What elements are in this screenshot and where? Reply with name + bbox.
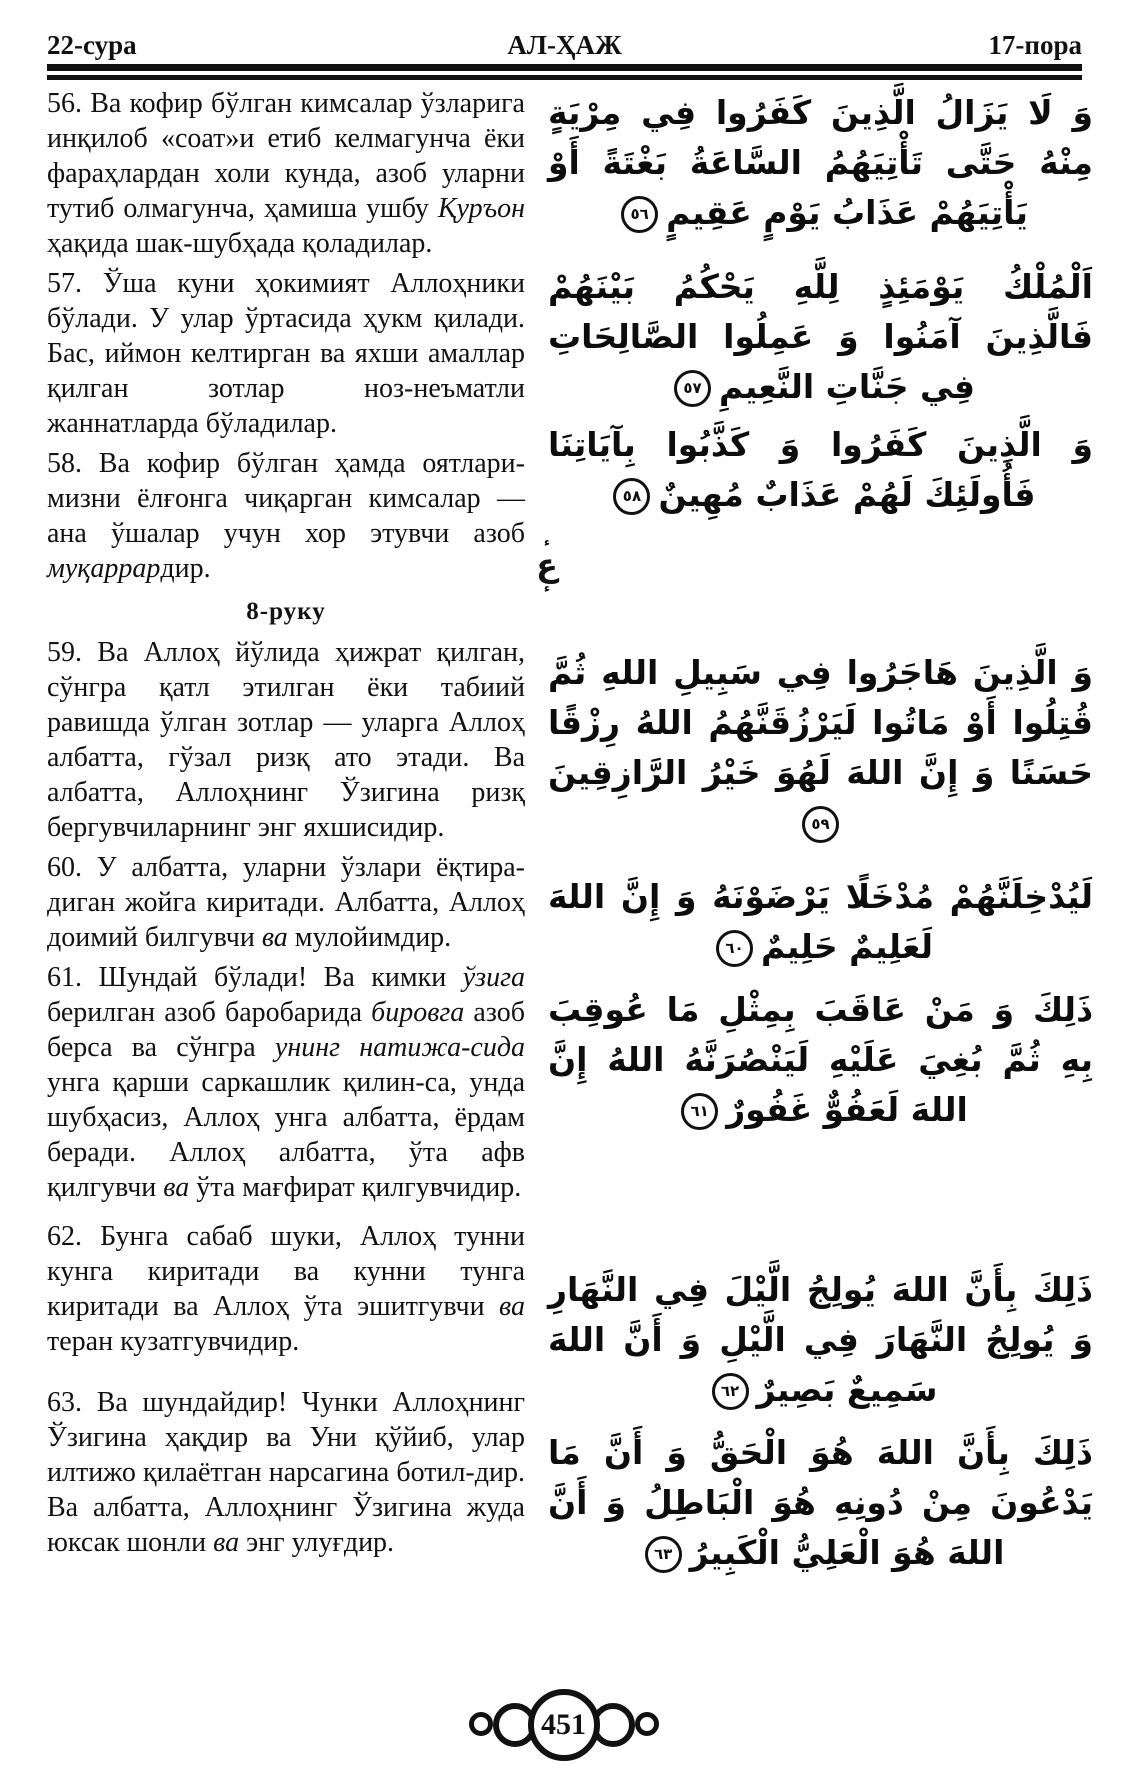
ayah-end-marker-61: ٦١: [681, 1093, 718, 1130]
arabic-verse-60-text: لَيُدْخِلَنَّهُمْ مُدْخَلًا يَرْضَوْنَهُ وَ إِنَّ اللهَ لَعَلِيمٌ حَلِيمٌ: [548, 877, 1093, 966]
verse-56-translation: 56. Ва кофир бўлган кимсалар ўзларига инқилоб «соат»и етиб келмагунча ёки фараҳлардан холи кунда, азоб уларни тутиб олмагунча, ҳамиша ушбу Қуръон ҳақида шак-шубҳада қоладилар.: [47, 88, 525, 259]
verse-60-translation: 60. У албатта, уларни ўзлари ёқтира-диган жойга киритади. Албатта, Аллоҳ доимий билгувчи ва мулойимдир.: [47, 852, 525, 953]
arabic-verse-59: [548, 648, 1093, 848]
verse-59-translation: 59. Ва Аллоҳ йўлида ҳижрат қилган, сўнгра қатл этилган ёки табиий равишда ўлган зотлар — уларга Аллоҳ албатта, гўзал ризқ ато этади. Ва албатта, Аллоҳнинг Ўзигина ризқ бергувчиларнинг энг яхшисидир.: [47, 637, 525, 843]
arabic-verse-62-text: ذَلِكَ بِأَنَّ اللهَ يُولِجُ الَّيْلَ فِي النَّهَارِ وَ يُولِجُ النَّهَارَ فِي الَّيْلِ وَ أَنَّ اللهَ سَمِيعٌ بَصِيرٌ: [548, 1270, 1093, 1409]
surah-title: АЛ-ҲАЖ: [507, 30, 622, 60]
arabic-verse-63: [548, 1428, 1093, 1578]
page-number-ornament: [453, 1688, 675, 1766]
juz-label: 17-пора: [988, 30, 1082, 60]
arabic-verse-56: [548, 88, 1093, 238]
ayah-end-marker-59: ٥٩: [802, 806, 839, 843]
arabic-verse-57: [548, 262, 1093, 412]
ruku-marker-ayn: ع: [536, 546, 558, 584]
verse-61-translation: 61. Шундай бўлади! Ва кимки ўзига берилган азоб баробарида бировга азоб берса ва сўнгра унинг натижа-сида унга қарши саркашлик қилин-са, унда шубҳасиз, Аллоҳ унга албатта, ёрдам беради. Аллоҳ албатта, ўта афв қилгувчи ва ўта мағфират қилгувчидир.: [47, 962, 525, 1203]
verse-62-translation: 62. Бунга сабаб шуки, Аллоҳ тунни кунга киритади ва кунни тунга киритади ва Аллоҳ ўта эшитгувчи ва теран кузатгувчидир.: [47, 1221, 525, 1357]
verse-58-translation: 58. Ва кофир бўлган ҳамда оятлари-мизни ёлғонга чиқарган кимсалар — ана ўшалар учун хор этувчи азоб муқаррардир.: [47, 448, 525, 584]
ornament-ring-right: [635, 1712, 659, 1736]
arabic-column: [548, 0, 1093, 1768]
verse-57-translation: 57. Ўша куни ҳокимият Аллоҳники бўлади. У улар ўртасида ҳукм қилади. Бас, иймон келтирган ва яхши амаллар қилган зотлар ноз-неъматли жаннатларда бўладилар.: [47, 268, 525, 439]
ruku-heading: 8-руку: [246, 598, 326, 625]
arabic-verse-58-text: وَ الَّذِينَ كَفَرُوا وَ كَذَّبُوا بِآيَاتِنَا فَأُولَئِكَ لَهُمْ عَذَابٌ مُهِينٌ: [548, 425, 1093, 514]
arabic-verse-56-text: وَ لَا يَزَالُ الَّذِينَ كَفَرُوا فِي مِرْيَةٍ مِنْهُ حَتَّى تَأْتِيَهُمُ السَّاعَةُ بَغْتَةً أَوْ يَأْتِيَهُمْ عَذَابُ يَوْمٍ عَقِيمٍ: [548, 93, 1093, 232]
ruku-marker-flourish-top: ء: [543, 535, 551, 549]
arabic-verse-61-text: ذَلِكَ وَ مَنْ عَاقَبَ بِمِثْلِ مَا عُوقِبَ بِهِ ثُمَّ بُغِيَ عَلَيْهِ لَيَنْصُرَنَّهُ اللهُ إِنَّ اللهَ لَعَفُوٌّ غَفُورٌ: [548, 990, 1093, 1129]
ayah-end-marker-56: ٥٦: [621, 196, 658, 233]
arabic-verse-57-text: اَلْمُلْكُ يَوْمَئِذٍ لِلَّهِ يَحْكُمُ بَيْنَهُمْ فَالَّذِينَ آمَنُوا وَ عَمِلُوا الصَّالِحَاتِ فِي جَنَّاتِ النَّعِيمِ: [548, 267, 1093, 406]
ornament-ring-left: [469, 1712, 493, 1736]
ayah-end-marker-60: ٦٠: [716, 930, 753, 967]
arabic-verse-62: [548, 1265, 1093, 1415]
surah-number-label: 22-сура: [47, 30, 137, 60]
arabic-verse-59-text: وَ الَّذِينَ هَاجَرُوا فِي سَبِيلِ اللهِ ثُمَّ قُتِلُوا أَوْ مَاتُوا لَيَرْزُقَنَّهُمُ اللهُ رِزْقًا حَسَنًا وَ إِنَّ اللهَ لَهُوَ خَيْرُ الرَّازِقِينَ: [548, 653, 1093, 792]
arabic-verse-61: [548, 985, 1093, 1135]
arabic-verse-63-text: ذَلِكَ بِأَنَّ اللهَ هُوَ الْحَقُّ وَ أَنَّ مَا يَدْعُونَ مِنْ دُونِهِ هُوَ الْبَاطِلُ وَ أَنَّ اللهَ هُوَ الْعَلِيُّ الْكَبِيرُ: [548, 1433, 1093, 1572]
ruku-marker-flourish-bottom: ء: [543, 581, 551, 595]
translation-column: [47, 86, 525, 1560]
arabic-verse-60: [548, 872, 1093, 972]
arabic-verse-58: [548, 420, 1093, 520]
ayah-end-marker-62: ٦٢: [712, 1373, 749, 1410]
page-number: 451: [528, 1689, 600, 1761]
ayah-end-marker-63: ٦٣: [645, 1536, 682, 1573]
ayah-end-marker-58: ٥٨: [613, 478, 650, 515]
verse-63-translation: 63. Ва шундайдир! Чунки Аллоҳнинг Ўзигина ҳақдир ва Уни қўйиб, улар илтижо қилаётган нарсагина ботил-дир. Ва албатта, Аллоҳнинг Ўзигина жуда юксак шонли ва энг улуғдир.: [47, 1387, 525, 1558]
ayah-end-marker-57: ٥٧: [674, 370, 711, 407]
